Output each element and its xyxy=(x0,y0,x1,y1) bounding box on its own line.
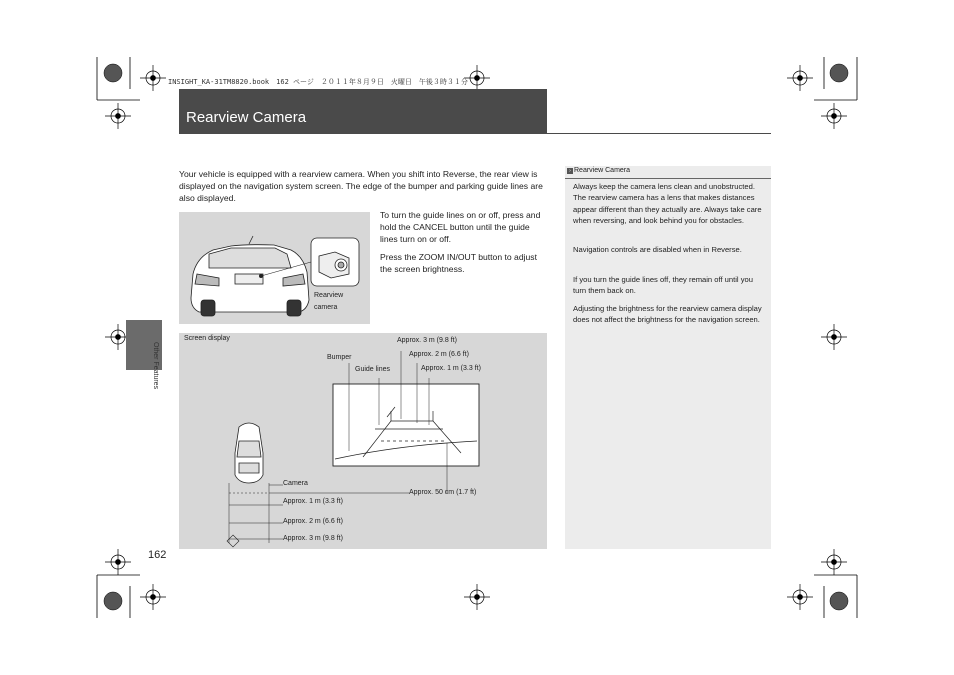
zoom-paragraph: Press the ZOOM IN/OUT button to adjust the screen brightness. xyxy=(380,252,537,275)
section-label: Other Features xyxy=(152,342,159,390)
sidebar-note-1: Always keep the camera lens clean and unobstructed. The rearview camera has a lens that makes distances appear different than they actually are. Always take care when reversing, and look behind you for obstacles. xyxy=(573,182,762,226)
guide-lines-paragraph: To turn the guide lines on or off, press and hold the CANCEL button until the guide lines turn on or off. xyxy=(380,210,541,245)
page-number: 162 xyxy=(148,549,167,561)
car-rear-drawing xyxy=(179,212,370,324)
intro-paragraph: Your vehicle is equipped with a rearview camera. When you shift into Reverse, the rear view is displayed on the navigation system screen. The edge of the bumper and parking guide lines are also displayed. xyxy=(179,169,543,204)
reference-arrow-icon: › xyxy=(567,168,573,174)
approx-2m-top-label: Approx. 2 m (6.6 ft) xyxy=(409,351,469,358)
approx-1m-label: Approx. 1 m (3.3 ft) xyxy=(283,498,343,505)
bumper-label: Bumper xyxy=(327,354,352,361)
approx-2m-label: Approx. 2 m (6.6 ft) xyxy=(283,518,343,525)
approx-3m-label: Approx. 3 m (9.8 ft) xyxy=(283,535,343,542)
sidebar-header-text: Rearview Camera xyxy=(574,167,631,174)
title-rule xyxy=(179,133,771,134)
sidebar-note-2: Navigation controls are disabled when in Reverse. xyxy=(573,245,742,254)
camera-label-line1: Rearview xyxy=(314,292,344,299)
screen-display-label: Screen display xyxy=(184,335,230,342)
sidebar-note-3: If you turn the guide lines off, they remain off until you turn them back on. xyxy=(573,275,753,296)
camera-diagram-label: Camera xyxy=(283,480,308,487)
page-title: Rearview Camera xyxy=(186,109,307,126)
approx-1m-top-label: Approx. 1 m (3.3 ft) xyxy=(421,365,481,372)
camera-label-line2: camera xyxy=(314,304,338,311)
approx-50cm-label: Approx. 50 cm (1.7 ft) xyxy=(409,489,477,496)
guide-lines-label: Guide lines xyxy=(355,366,391,373)
print-header: INSIGHT_KA-31TM8820.book 162 ページ ２０１１年８月９日 火曜日 午後３時３１分 xyxy=(168,78,468,86)
sidebar-note-4: Adjusting the brightness for the rearview camera display does not affect the brightness for the navigation screen. xyxy=(573,304,762,325)
approx-3m-top-label: Approx. 3 m (9.8 ft) xyxy=(397,337,457,344)
